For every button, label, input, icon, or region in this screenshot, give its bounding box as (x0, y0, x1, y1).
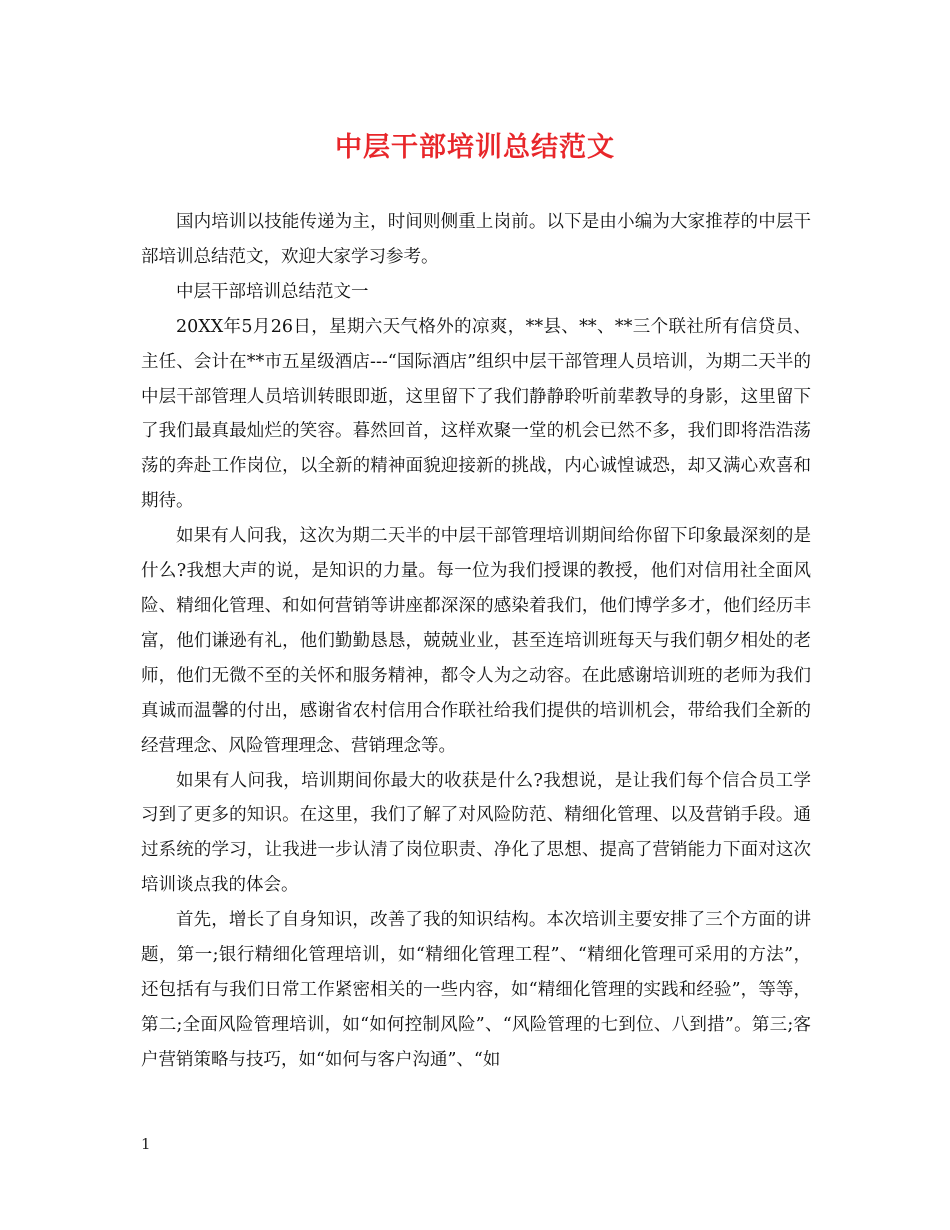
document-title: 中层干部培训总结范文 (335, 132, 615, 163)
paragraph-2: 如果有人问我，这次为期二天半的中层干部管理培训期间给你留下印象最深刻的是什么?我想大声的说，是知识的力量。每一位为我们授课的教授，他们对信用社全面风险、精细化管理、和如何营销等讲座都深深的感染着我们，他们博学多才，他们经历丰富，他们谦逊有礼，他们勤勤恳恳，兢兢业业，甚至连培训班每天与我们朝夕相处的老师，他们无微不至的关怀和服务精神，都令人为之动容。在此感谢培训班的老师为我们真诚而温馨的付出，感谢省农村信用合作联社给我们提供的培训机会，带给我们全新的经营理念、风险管理理念、营销理念等。 (141, 526, 811, 756)
paragraph-1: 20XX年5月26日，星期六天气格外的凉爽，**县、**、**三个联社所有信贷员、主任、会计在**市五星级酒店---“国际酒店”组织中层干部管理人员培训，为期二天半的中层干部管理人员培训转眼即逝，这里留下了我们静静聆听前辈教导的身影，这里留下了我们最真最灿烂的笑容。暮然回首，这样欢聚一堂的机会已然不多，我们即将浩浩荡荡的奔赴工作岗位，以全新的精神面貌迎接新的挑战，内心诚惶诚恐，却又满心欢喜和期待。 (141, 316, 811, 512)
paragraph-3: 如果有人问我，培训期间你最大的收获是什么?我想说，是让我们每个信合员工学习到了更多的知识。在这里，我们了解了对风险防范、精细化管理、以及营销手段。通过系统的学习，让我进一步认清了岗位职责、净化了思想、提高了营销能力下面对这次培训谈点我的体会。 (141, 770, 811, 896)
document-body (141, 205, 811, 1078)
paragraph-section-heading: 中层干部培训总结范文一 (176, 281, 369, 302)
paragraph-4: 首先，增长了自身知识，改善了我的知识结构。本次培训主要安排了三个方面的讲题，第一;银行精细化管理培训，如“精细化管理工程”、“精细化管理可采用的方法”，还包括有与我们日常工作紧密相关的一些内容，如“精细化管理的实践和经验”，等等，第二;全面风险管理培训，如“如何控制风险”、“风险管理的七到位、八到措”。第三;客户营销策略与技巧，如“如何与客户沟通”、“如 (141, 910, 811, 1070)
page-number: 1 (141, 1135, 151, 1153)
paragraph-intro: 国内培训以技能传递为主，时间则侧重上岗前。以下是由小编为大家推荐的中层干部培训总结范文，欢迎大家学习参考。 (141, 212, 811, 267)
